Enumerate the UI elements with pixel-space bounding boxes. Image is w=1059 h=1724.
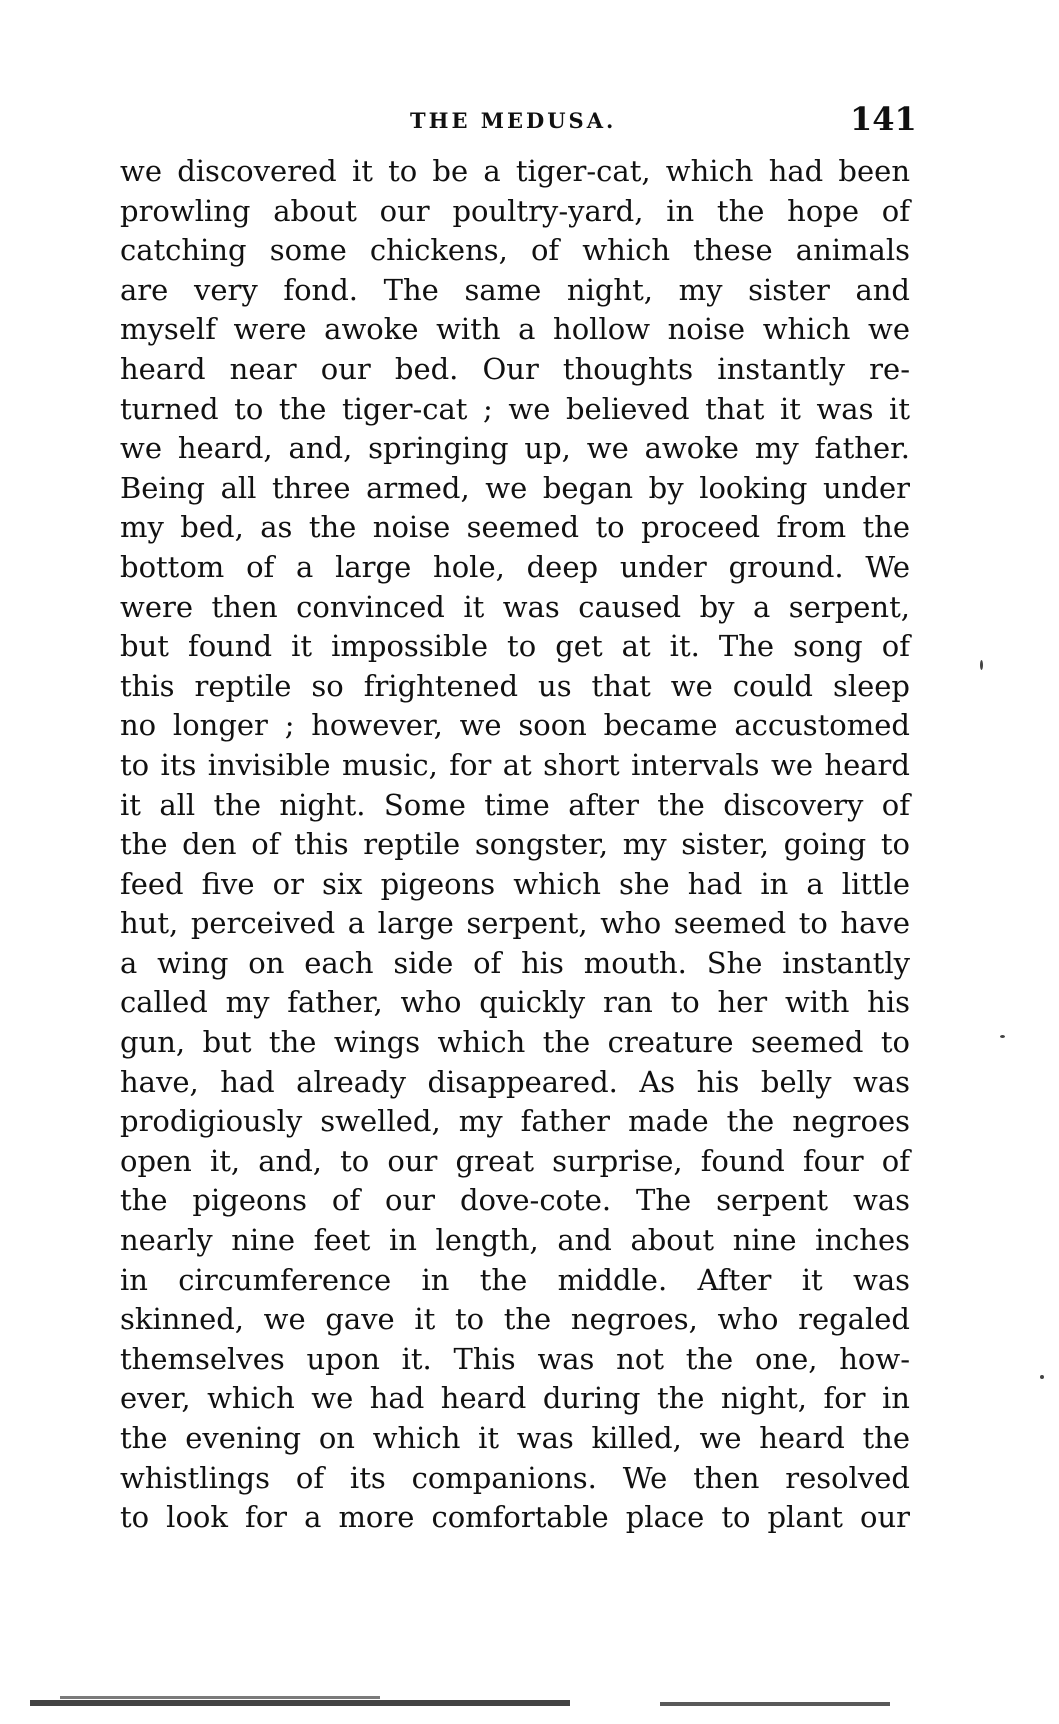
text-line: have, had already disappeared. As his belly was [120,1064,910,1099]
text-line: we heard, and, springing up, we awoke my father. [120,431,910,466]
text-line: prowling about our poultry-yard, in the hope of [120,193,910,228]
text-line: but found it impossible to get at it. The song of [120,629,910,664]
text-line: the pigeons of our dove-cote. The serpent was [120,1183,910,1218]
text-line: my bed, as the noise seemed to proceed from the [120,510,910,545]
text-line: this reptile so frightened us that we could sleep [120,668,910,703]
text-line: called my father, who quickly ran to her with his [120,985,910,1020]
text-line: are very fond. The same night, my sister and [120,272,910,307]
text-line: Being all three armed, we began by looking under [120,470,910,505]
text-line: catching some chickens, of which these animals [120,233,910,268]
text-line: heard near our bed. Our thoughts instantly re- [120,351,910,386]
text-line: it all the night. Some time after the discovery of [120,787,910,822]
text-line: nearly nine feet in length, and about nine inches [120,1223,910,1258]
text-line: bottom of a large hole, deep under ground. We [120,549,910,584]
text-line: no longer ; however, we soon became accustomed [120,708,910,743]
text-line: myself were awoke with a hollow noise which we [120,312,910,347]
text-line: to look for a more comfortable place to plant our [120,1500,910,1535]
text-line: whistlings of its companions. We then resolved [120,1460,910,1495]
margin-speck [1040,1375,1044,1379]
body-text [120,152,910,1538]
text-line: we discovered it to be a tiger-cat, which had been [120,154,910,188]
text-line: feed five or six pigeons which she had in a little [120,866,910,901]
text-line: the evening on which it was killed, we heard the [120,1421,910,1455]
scan-edge-artifact-left-thin [60,1696,380,1699]
text-line: ever, which we had heard during the night, for in [120,1381,910,1416]
text-line: hut, perceived a large serpent, who seemed to have [120,906,910,941]
running-title: THE MEDUSA. [410,108,617,133]
page-number: 141 [850,100,917,138]
running-head [0,100,1059,140]
text-line: skinned, we gave it to the negroes, who regaled [120,1302,910,1337]
text-line: a wing on each side of his mouth. She instantly [120,945,910,980]
text-line: open it, and, to our great surprise, found four of [120,1143,910,1178]
margin-speck [1000,1035,1005,1038]
text-line: themselves upon it. This was not the one, how- [120,1341,910,1376]
text-line: to its invisible music, for at short intervals we heard [120,747,910,782]
margin-speck [980,660,983,670]
text-line: prodigiously swelled, my father made the negroes [120,1104,910,1139]
text-line: the den of this reptile songster, my sister, going to [120,827,910,862]
text-line: were then convinced it was caused by a serpent, [120,589,910,624]
text-line: turned to the tiger-cat ; we believed that it was it [120,391,910,426]
text-line: gun, but the wings which the creature seemed to [120,1025,910,1060]
scan-edge-artifact-left [30,1700,570,1706]
text-line: in circumference in the middle. After it was [120,1262,910,1297]
scan-edge-artifact-right [660,1702,890,1706]
